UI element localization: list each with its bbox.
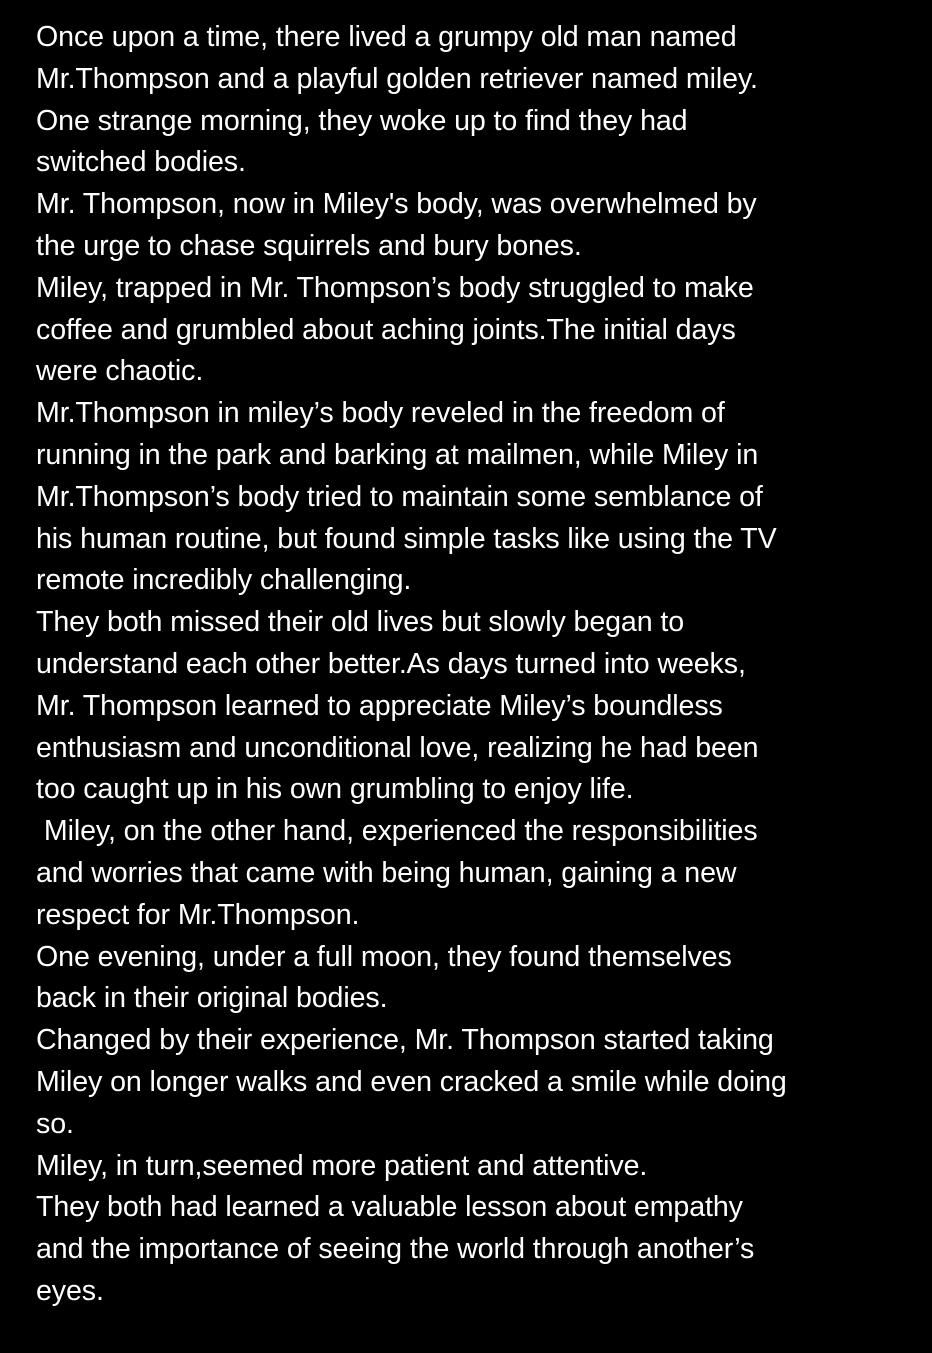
story-line-17: Mr. Thompson learned to appreciate Miley’s boundless xyxy=(36,689,723,722)
story-line-9: were chaotic. xyxy=(36,355,204,388)
story-line-19: too caught up in his own grumbling to enjoy life. xyxy=(36,773,634,806)
story-line-15: They both missed their old lives but slowly began to xyxy=(36,606,685,639)
story-line-8: coffee and grumbled about aching joints.The initial days xyxy=(36,313,736,346)
story-line-13: his human routine, but found simple tasks like using the TV xyxy=(36,522,777,555)
story-text xyxy=(36,17,916,1313)
story-line-26: Miley on longer walks and even cracked a smile while doing xyxy=(36,1065,787,1098)
story-line-7: Miley, trapped in Mr. Thompson’s body struggled to make xyxy=(36,271,754,304)
story-line-2: Mr.Thompson and a playful golden retriever named miley. xyxy=(36,62,758,95)
story-line-11: running in the park and barking at mailmen, while Miley in xyxy=(36,438,759,471)
story-line-27: so. xyxy=(36,1107,74,1140)
story-line-24: back in their original bodies. xyxy=(36,982,388,1015)
story-line-23: One evening, under a full moon, they found themselves xyxy=(36,940,732,973)
story-line-18: enthusiasm and unconditional love, realizing he had been xyxy=(36,731,759,764)
story-line-12: Mr.Thompson’s body tried to maintain some semblance of xyxy=(36,480,763,513)
story-line-4: switched bodies. xyxy=(36,146,246,179)
story-line-10: Mr.Thompson in miley’s body reveled in the freedom of xyxy=(36,397,725,430)
story-line-29: They both had learned a valuable lesson about empathy xyxy=(36,1191,743,1224)
story-line-22: respect for Mr.Thompson. xyxy=(36,898,360,931)
story-line-28: Miley, in turn,seemed more patient and attentive. xyxy=(36,1149,648,1182)
story-line-30: and the importance of seeing the world through another’s xyxy=(36,1233,755,1266)
story-line-3: One strange morning, they woke up to find they had xyxy=(36,104,688,137)
story-line-16: understand each other better.As days turned into weeks, xyxy=(36,647,746,680)
story-line-25: Changed by their experience, Mr. Thompson started taking xyxy=(36,1024,774,1057)
story-line-20: Miley, on the other hand, experienced the responsibilities xyxy=(36,815,758,848)
story-line-31: eyes. xyxy=(36,1274,104,1307)
story-line-14: remote incredibly challenging. xyxy=(36,564,412,597)
story-line-1: Once upon a time, there lived a grumpy old man named xyxy=(36,21,737,53)
story-line-6: the urge to chase squirrels and bury bones. xyxy=(36,229,582,262)
story-line-5: Mr. Thompson, now in Miley's body, was overwhelmed by xyxy=(36,188,757,221)
story-line-21: and worries that came with being human, gaining a new xyxy=(36,856,737,889)
